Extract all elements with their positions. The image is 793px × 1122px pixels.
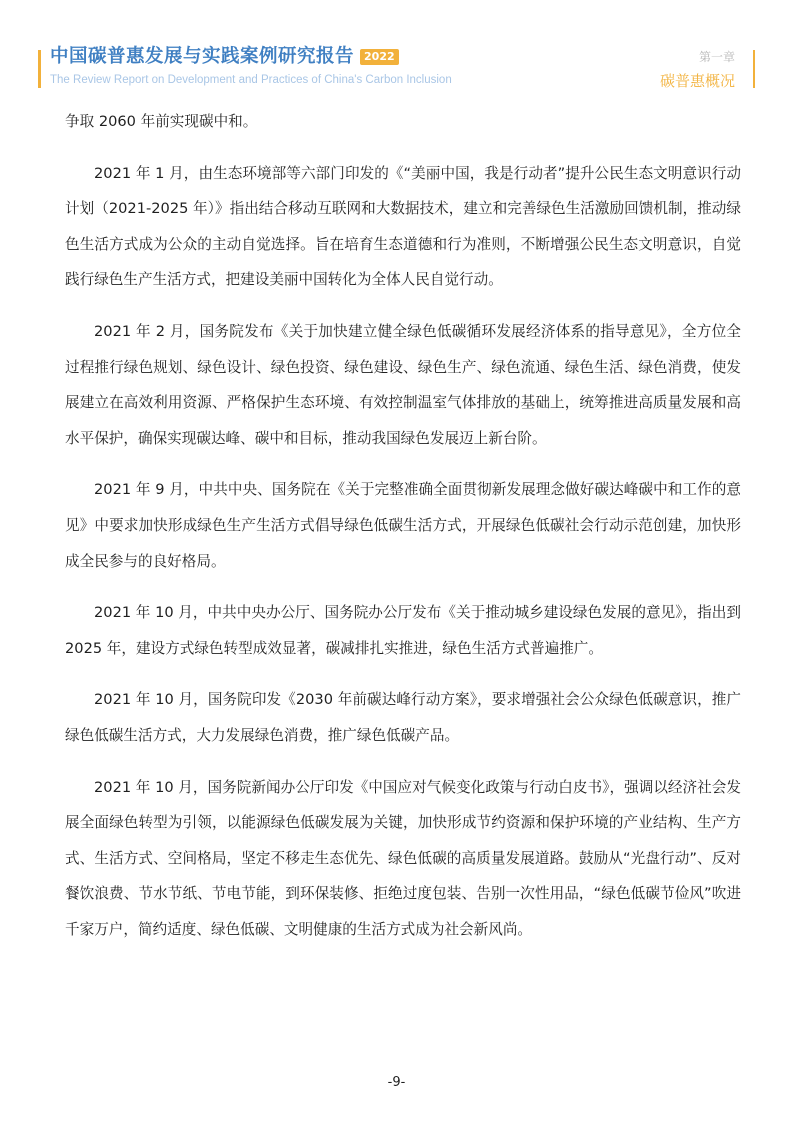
page-number: -9- (387, 1075, 406, 1090)
header-right-accent-bar (753, 50, 755, 88)
report-title (50, 46, 399, 68)
paragraph-continuation: 争取 2060 年前实现碳中和。 (65, 113, 258, 130)
chapter-label: 第一章 (698, 50, 735, 64)
header-left-accent-bar (38, 50, 41, 88)
paragraph-2021-01: 2021 年 1 月，由生态环境部等六部门印发的《“美丽中国，我是行动者”提升公民生态文明意识行动计划（2021-2025 年）》指出结合移动互联网和大数据技术，建立和完善绿色生活激励回馈机制，推动绿色生活方式成为公众的主动自觉选择。旨在培育生态道德和行为准则，不断增强公民生态文明意识，自觉践行绿色生产生活方式，把建设美丽中国转化为全体人民自觉行动。 (65, 164, 741, 289)
paragraph-2021-02: 2021 年 2 月，国务院发布《关于加快建立健全绿色低碳循环发展经济体系的指导意见》，全方位全过程推行绿色规划、绿色设计、绿色投资、绿色建设、绿色生产、绿色流通、绿色生活、绿色消费，使发展建立在高效利用资源、严格保护生态环境、有效控制温室气体排放的基础上，统筹推进高质量发展和高水平保护，确保实现碳达峰、碳中和目标，推动我国绿色发展迈上新台阶。 (65, 322, 741, 447)
report-subtitle: The Review Report on Development and Practices of China's Carbon Inclusion (50, 74, 452, 86)
paragraph-2021-10-white-paper: 2021 年 10 月，国务院新闻办公厅印发《中国应对气候变化政策与行动白皮书》，强调以经济社会发展全面绿色转型为引领，以能源绿色低碳发展为关键，加快形成节约资源和保护环境的产业结构、生产方式、生活方式、空间格局，坚定不移走生态优先、绿色低碳的高质量发展道路。鼓励从“光盘行动”、反对餐饮浪费、节水节纸、节电节能，到环保装修、拒绝过度包装、告别一次性用品，“绿色低碳节俭风”吹进千家万户，简约适度、绿色低碳、文明健康的生活方式成为社会新风尚。 (65, 778, 741, 938)
paragraph-2021-10-action-plan: 2021 年 10 月，国务院印发《2030 年前碳达峰行动方案》，要求增强社会公众绿色低碳意识，推广绿色低碳生活方式，大力发展绿色消费，推广绿色低碳产品。 (65, 691, 741, 744)
chapter-title: 碳普惠概况 (659, 72, 735, 90)
year-badge: 2022 (360, 49, 399, 65)
report-title-text: 中国碳普惠发展与实践案例研究报告 (50, 46, 355, 67)
page-header (0, 0, 793, 96)
paragraph-2021-09: 2021 年 9 月，中共中央、国务院在《关于完整准确全面贯彻新发展理念做好碳达峰碳中和工作的意见》中要求加快形成绿色生产生活方式倡导绿色低碳生活方式，开展绿色低碳社会行动示范创建，加快形成全民参与的良好格局。 (65, 481, 741, 570)
paragraph-2021-10-urban-rural: 2021 年 10 月，中共中央办公厅、国务院办公厅发布《关于推动城乡建设绿色发展的意见》，指出到 2025 年，建设方式绿色转型成效显著，碳减排扎实推进，绿色生活方式普遍推广。 (65, 604, 741, 657)
page-body (65, 104, 741, 963)
